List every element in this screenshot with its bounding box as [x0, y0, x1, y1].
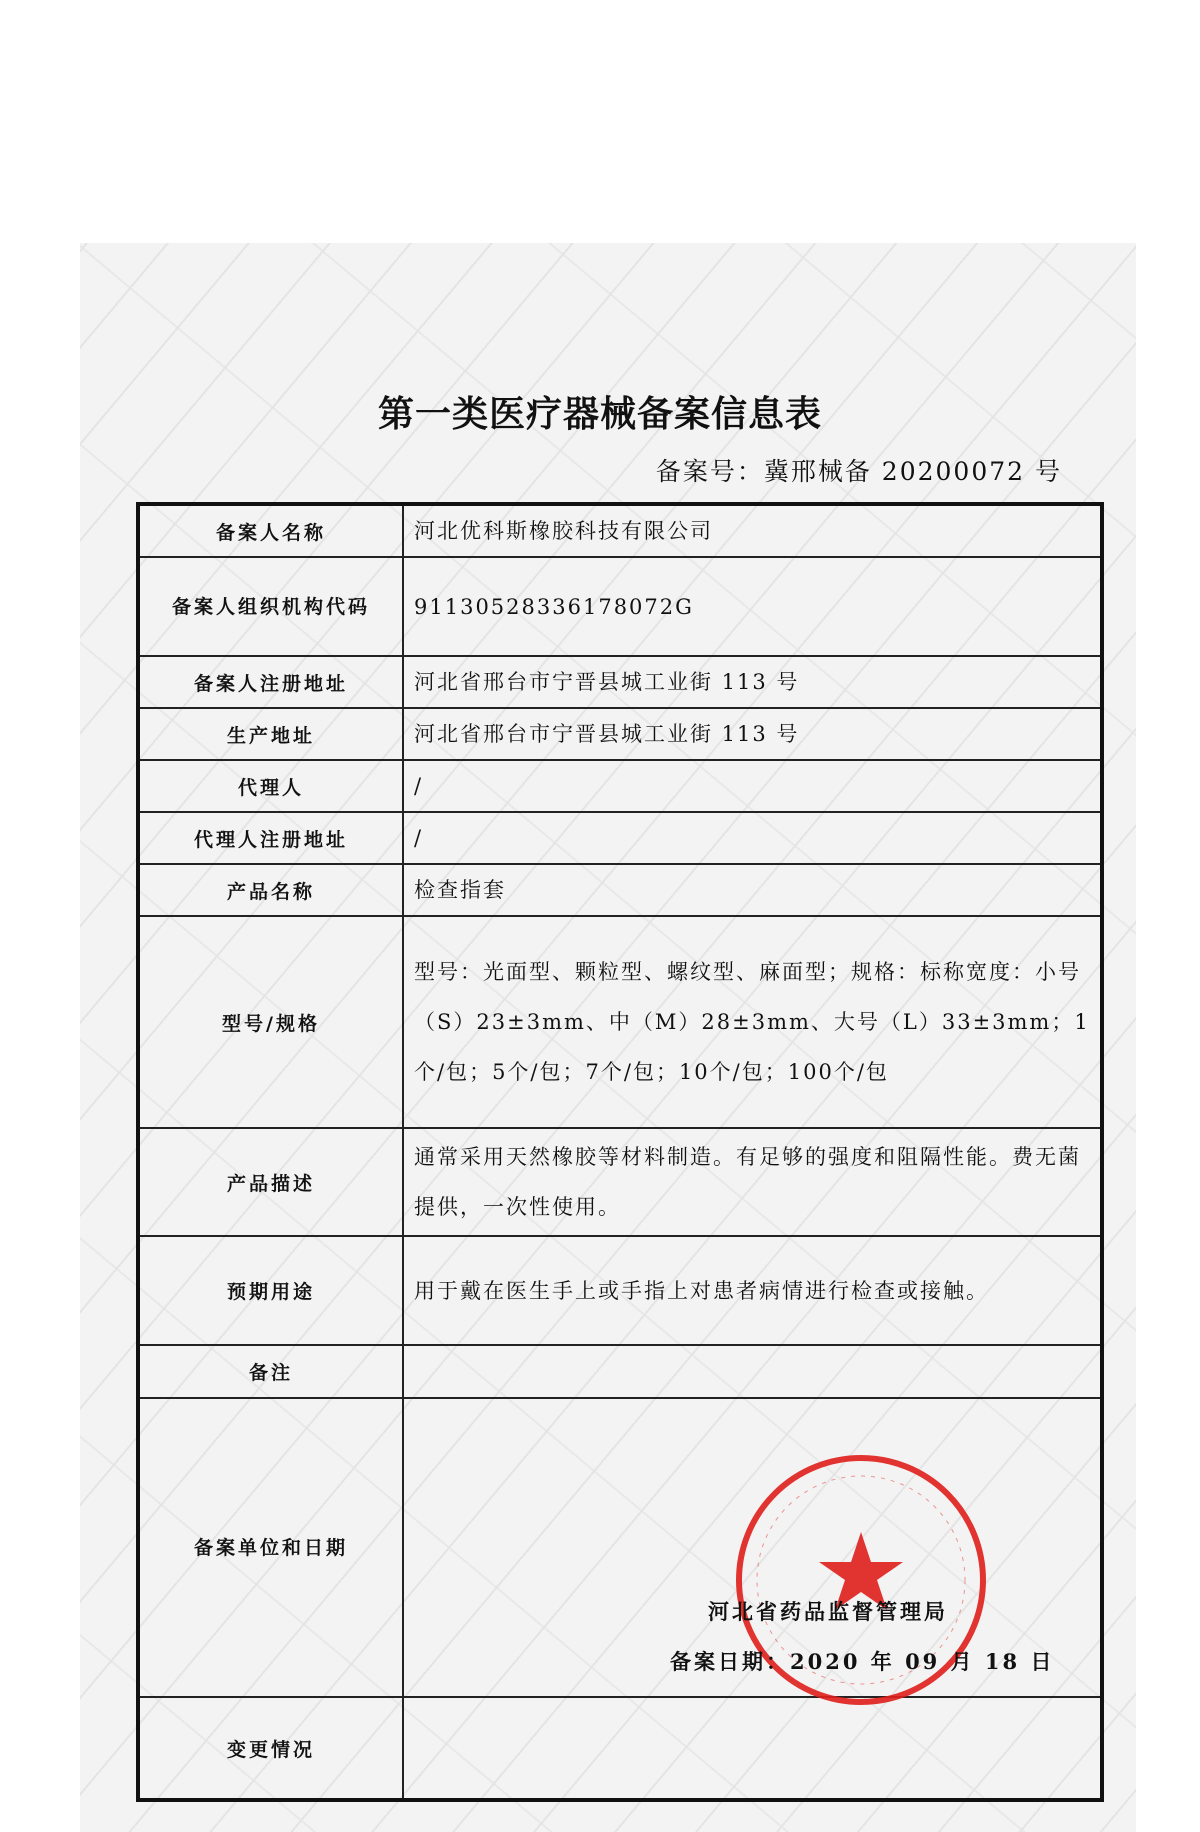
table-row [138, 760, 1102, 812]
row-value: 河北省邢台市宁晋县城工业街 113 号 [403, 708, 1102, 760]
row-value: / [403, 760, 1102, 812]
row-label: 产品名称 [138, 864, 403, 916]
table-row [138, 504, 1102, 557]
table-row [138, 864, 1102, 916]
row-value: 91130528336178072G [403, 557, 1102, 656]
row-value: / [403, 812, 1102, 864]
table-row [138, 656, 1102, 708]
row-value [403, 1697, 1102, 1800]
row-value: 通常采用天然橡胶等材料制造。有足够的强度和阻隔性能。费无菌提供，一次性使用。 [403, 1128, 1102, 1236]
filing-date: 备案日期：2020 年 09 月 18 日 [670, 1649, 1055, 1674]
table-row [138, 1697, 1102, 1800]
row-label: 备案人组织机构代码 [138, 557, 403, 656]
authority-name: 河北省药品监督管理局 [708, 1599, 948, 1624]
row-label: 代理人注册地址 [138, 812, 403, 864]
table-row [138, 1345, 1102, 1398]
table-row [138, 708, 1102, 760]
row-label: 变更情况 [138, 1697, 403, 1800]
row-label: 备案人注册地址 [138, 656, 403, 708]
row-label: 备案单位和日期 [138, 1398, 403, 1697]
row-value: 检查指套 [403, 864, 1102, 916]
row-value [403, 1345, 1102, 1398]
table-row [138, 916, 1102, 1128]
document-title: 第一类医疗器械备案信息表 [377, 393, 822, 435]
table-row [138, 812, 1102, 864]
table-row [138, 1128, 1102, 1236]
record-number: 备案号：冀邢械备 20200072 号 [655, 457, 1062, 486]
row-label: 备注 [138, 1345, 403, 1398]
row-label: 备案人名称 [138, 504, 403, 557]
row-label: 代理人 [138, 760, 403, 812]
table-row [138, 557, 1102, 656]
row-label: 预期用途 [138, 1236, 403, 1345]
row-label: 产品描述 [138, 1128, 403, 1236]
row-value: 用于戴在医生手上或手指上对患者病情进行检查或接触。 [403, 1236, 1102, 1345]
row-value: 河北优科斯橡胶科技有限公司 [403, 504, 1102, 557]
row-value: 河北省邢台市宁晋县城工业街 113 号 [403, 656, 1102, 708]
table-row [138, 1236, 1102, 1345]
row-value: 型号：光面型、颗粒型、螺纹型、麻面型；规格：标称宽度：小号（S）23±3mm、中（M）28±3mm、大号（L）33±3mm；1个/包；5个/包；7个/包；10个/包；100个/包 [403, 916, 1102, 1128]
row-label: 生产地址 [138, 708, 403, 760]
row-label: 型号/规格 [138, 916, 403, 1128]
